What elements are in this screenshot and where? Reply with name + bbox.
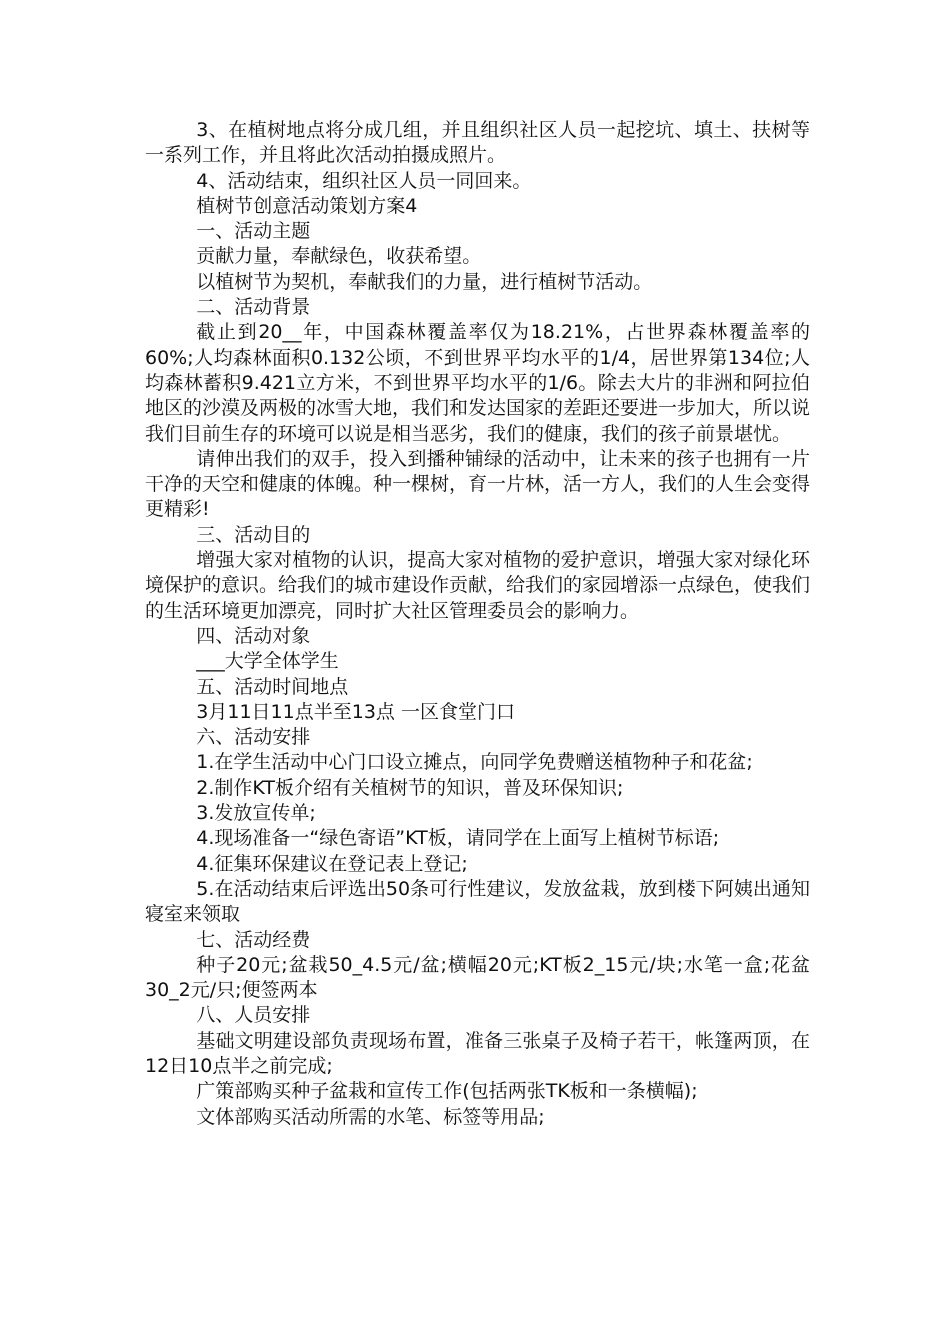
arrangement-item-3: 3.发放宣传单;: [196, 802, 316, 825]
arrangement-item-1: 1.在学生活动中心门口设立摊点，向同学免费赠送植物种子和花盆;: [196, 751, 753, 774]
arrangement-item-5: 5.在活动结束后评选出50条可行性建议，发放盆栽，放到楼下阿姨出通知寝室来领取: [145, 877, 810, 926]
section-heading-purpose: 三、活动目的: [196, 523, 311, 546]
staff-item-2: 广策部购买种子盆栽和宣传工作(包括两张TK板和一条横幅);: [196, 1080, 698, 1103]
arrangement-item-4b: 4.征集环保建议在登记表上登记;: [196, 852, 468, 875]
paragraph-background-appeal: 请伸出我们的双手，投入到播种铺绿的活动中，让未来的孩子也拥有一片干净的天空和健康的体魄。种一棵树，育一片林，活一方人，我们的人生会变得更精彩!: [145, 447, 811, 521]
section-heading-budget: 七、活动经费: [196, 928, 311, 951]
paragraph-audience: ___大学全体学生: [196, 650, 339, 673]
section-heading-arrangement: 六、活动安排: [196, 726, 311, 749]
arrangement-item-2: 2.制作KT板介绍有关植树节的知识，普及环保知识;: [196, 776, 624, 799]
paragraph-purpose: 增强大家对植物的认识，提高大家对植物的爱护意识，增强大家对绿化环境保护的意识。给我们的城市建设作贡献，给我们的家园增添一点绿色，使我们的生活环境更加漂亮，同时扩大社区管理委员会的影响力。: [145, 549, 811, 622]
paragraph-time-place: 3月11日11点半至13点 一区食堂门口: [196, 700, 515, 723]
section-heading-theme: 一、活动主题: [196, 220, 311, 243]
staff-item-1: 基础文明建设部负责现场布置，准备三张桌子及椅子若干，帐篷两顶，在12日10点半之前完成;: [145, 1029, 810, 1077]
section-heading-staff: 八、人员安排: [196, 1004, 311, 1027]
paragraph-step-3: 3、在植树地点将分成几组，并且组织社区人员一起挖坑、填土、扶树等一系列工作，并且将此次活动拍摄成照片。: [145, 119, 810, 167]
staff-item-3: 文体部购买活动所需的水笔、标签等用品;: [196, 1105, 545, 1128]
plan-title: 植树节创意活动策划方案4: [196, 194, 418, 217]
section-heading-background: 二、活动背景: [196, 296, 311, 319]
document-body: [145, 118, 810, 1130]
paragraph-step-4: 4、活动结束，组织社区人员一同回来。: [196, 169, 532, 192]
paragraph-theme-text: 以植树节为契机，奉献我们的力量，进行植树节活动。: [196, 270, 653, 293]
paragraph-background-stats: 截止到20__年，中国森林覆盖率仅为18.21%，占世界森林覆盖率的60%;人均森林面积0.132公顷，不到世界平均水平的1/4，居世界第134位;人均森林蓄积9.421立方米，不到世界平均水平的1/6。除去大片的非洲和阿拉伯地区的沙漠及两极的冰雪大地，我们和发达国家的差距还要进一步加大，所以说我们目前生存的环境可以说是相当恶劣，我们的健康，我们的孩子前景堪忧。: [145, 321, 811, 445]
section-heading-time-place: 五、活动时间地点: [196, 675, 349, 698]
section-heading-audience: 四、活动对象: [196, 624, 311, 647]
paragraph-budget: 种子20元;盆栽50_4.5元/盆;横幅20元;KT板2_15元/块;水笔一盒;花盆30_2元/只;便签两本: [145, 953, 810, 1002]
arrangement-item-4: 4.现场准备一“绿色寄语”KT板，请同学在上面写上植树节标语;: [196, 827, 720, 850]
paragraph-theme-slogan: 贡献力量，奉献绿色，收获希望。: [196, 245, 482, 268]
